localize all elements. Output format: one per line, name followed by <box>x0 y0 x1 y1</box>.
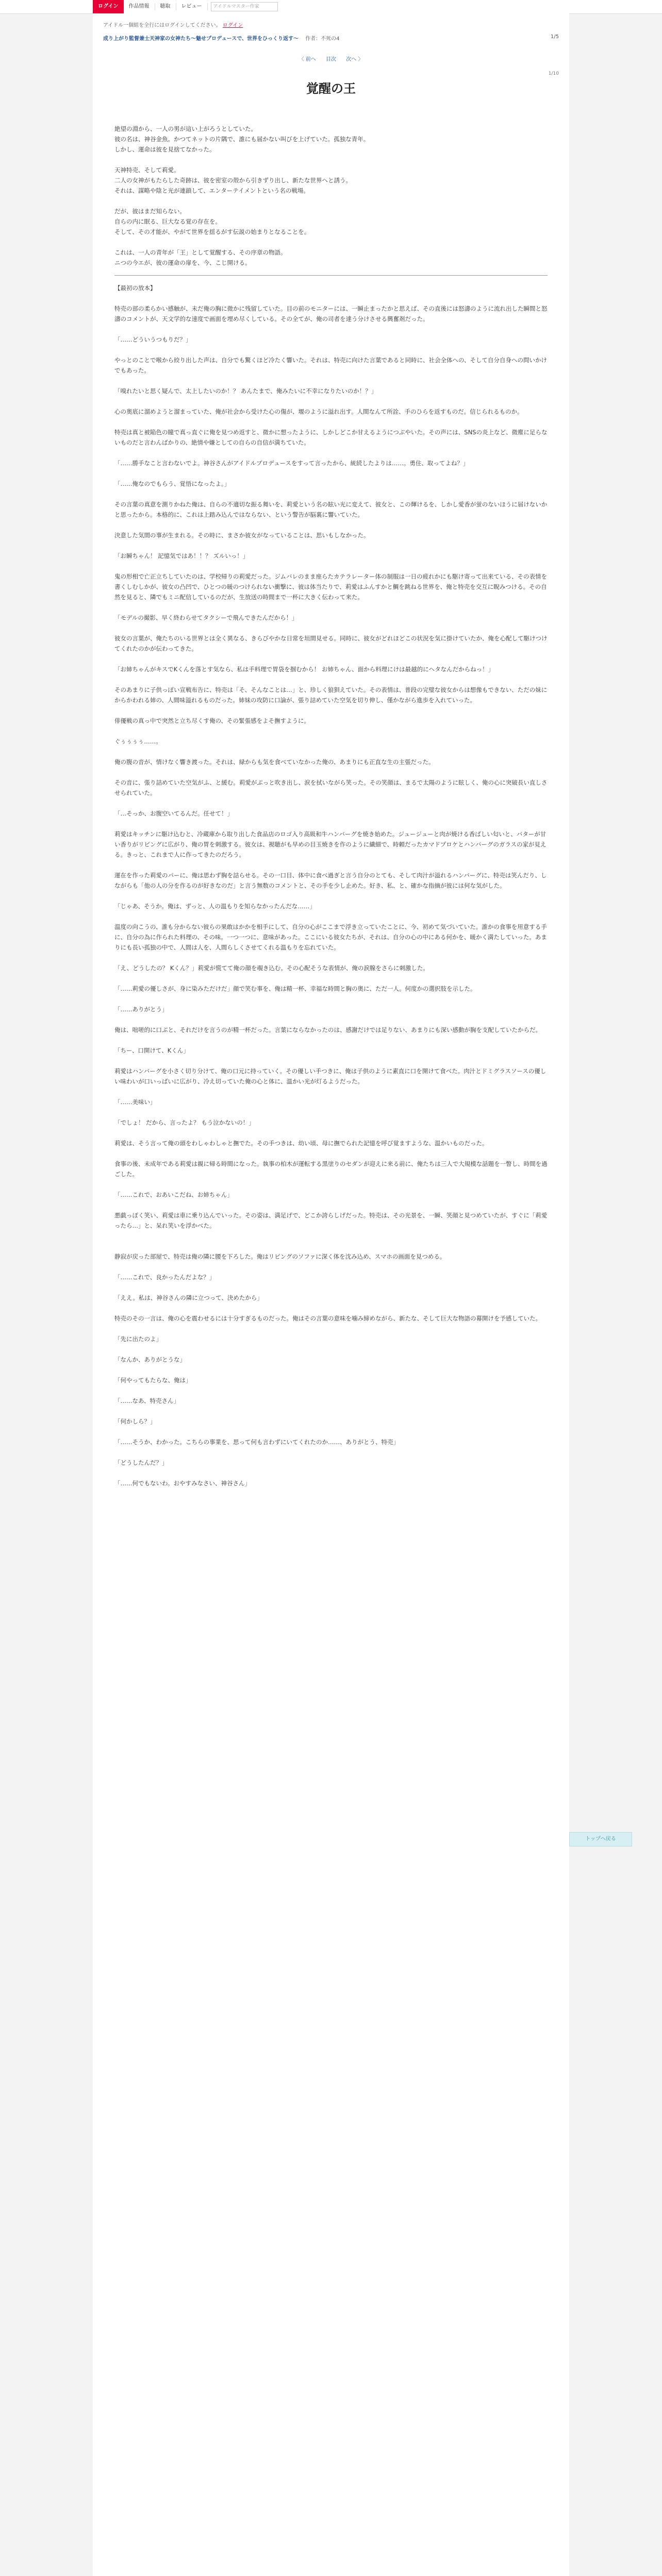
novel-paragraph: 「ちー、口開けて、Kくん」 <box>114 1047 189 1054</box>
paragraph-gap <box>114 726 548 736</box>
novel-paragraph: 「じゃあ、そうか。俺は、ずっと、人の温もりを知らなかったんだな……」 <box>114 903 316 910</box>
paragraph-gap <box>114 1014 548 1025</box>
novel-paragraph: 自らの内に眠る、巨大なる覚の存在を。 <box>114 218 221 225</box>
series-title[interactable]: 成り上がり監督兼士天神家の女神たち〜魅せプロデュースで、世界をひっくり返す〜 <box>103 36 299 42</box>
login-button[interactable]: ログイン <box>93 0 124 13</box>
paragraph-gap <box>114 767 548 777</box>
novel-paragraph: 温度の向こうの、誰も分からない彼らの果敢はかかを相手にして、自分の心がここまで浮き立っていたことに、今、初めて気づいていた。誰かの食事を用意する手に、自分の為に作られた料理の、その味。一つ一つに、意味があった。ここにいる彼女たちが、それは、自分の心の中にある何かを、暖かく満たしていった。あまりにも長い孤独の中で、人間は人を、人間らしくさせてくれる温もりを忘れていた。 <box>114 923 547 951</box>
paragraph-gap <box>114 860 548 870</box>
novel-paragraph: これは、一人の青年が「王」として覚醒する、その序章の物語。 <box>114 249 287 256</box>
paragraph-gap <box>114 196 548 206</box>
paragraph-gap <box>114 468 548 479</box>
paragraph-gap <box>114 1179 548 1190</box>
novel-paragraph: 「お姉ちゃんがキスでKくんを落とす気なら、私は手料理で胃袋を掴むから！ お姉ちゃん、面から料理にけは最越的にヘタなんだからねっ！」 <box>114 666 494 673</box>
novel-paragraph: 特売の部の柔らかい感触が、未だ俺の胸に微かに残留していた。目の前のモニターには、一瞬止まったかと思えば、その直後には怒濤のように流れ出した瞬間と怒濤のコメントが、天文学的な速度で画面を埋め尽くしている。その全てが、俺の司者を達う分けさせる興奮剤だった。 <box>114 305 548 323</box>
novel-paragraph: 「……美味い」 <box>114 1098 156 1106</box>
nav-review[interactable]: レビュー <box>176 3 208 10</box>
novel-paragraph: 運在を作った莉愛のパーに、俺は思わず胸を詰らせる。その一口目、体中に食べ過ぎと言う自分のとても、そして肉汁が溢れるハンバーグに、特売は笑んだり、しながらも「他の人の分を作るのが好きなのだ」と言う無数のコメントと、その手を少し止めた。好き、私、と、確かな指摘が彼には何な気がした。 <box>114 872 547 889</box>
novel-paragraph: 心の奥底に溜めようと溜まっていた、俺が社会から受けた心の傷が、堰のように溢れ出す。人間なんて所詮、手のひらを返すものだ。信じられるものか。 <box>114 408 523 415</box>
paragraph-gap <box>114 1324 548 1334</box>
novel-dialogue: 「何かしら？」 <box>114 1418 156 1425</box>
paragraph-gap <box>114 654 548 664</box>
paragraph-gap <box>114 705 548 716</box>
paragraph-gap <box>114 1406 548 1416</box>
novel-paragraph: だが、彼はまだ知らない。 <box>114 208 186 215</box>
novel-paragraph: 「……これで、おあいこだね、お姉ちゃん」 <box>114 1191 233 1198</box>
paragraph-gap <box>114 489 548 499</box>
paragraph-gap <box>114 1056 548 1066</box>
nav-works[interactable]: 作品情報 <box>124 3 155 10</box>
novel-paragraph: 絶望の淵から、一人の男が這い上がろうとしていた。 <box>114 125 257 132</box>
novel-dialogue: 「……何でもないわ。おやすみなさい、神谷さん」 <box>114 1480 251 1487</box>
novel-paragraph: 特売は真と被陥色の瞳で真っ直ぐに俺を見つめ返すと、微かに想ったように、しかしどこか甘えるようにつぶやいた。その声には、SNSの炎上など、微塵に足らないものだと言わんばかりの、絶情や嫌としての自らの自信が満ちていた。 <box>114 429 548 446</box>
novel-paragraph: そのあまりに子供っぽい宣戦布告に、特売は「そ、そんなことは…」と、珍しく狼狽えていた。その表情は、普段の完璧な彼女からは想像もできない、ただの妹にからかわれる姉の、人間味溢れるものだった。姉妹の攻防に口論が、張り詰めていた空気を切り伸し、僅かながら進歩を入れていった。 <box>114 686 548 704</box>
novel-paragraph: 「ええ。私は、神谷さんの隣に立つって、決めたから」 <box>114 1294 263 1301</box>
novel-paragraph: 莉愛はハンバーグを小さく切り分けて、俺の口元に持っていく。その優しい手つきに、俺は子供のように素直に口を開けて食べた。肉汁とドミグラスソースの優しい味わいが口いっぱいに広がり、冷え切っていた俺の心と体に、温かい光が灯るようだった。 <box>114 1067 547 1085</box>
novel-dialogue: 「何やってもたらな、俺は」 <box>114 1377 192 1384</box>
novel-paragraph: 「……ありがとう」 <box>114 1006 168 1013</box>
paragraph-gap <box>114 1365 548 1375</box>
novel-dialogue: 「先に出たのよ」 <box>114 1335 162 1343</box>
paragraph-gap <box>114 602 548 613</box>
paragraph-gap <box>114 1148 548 1159</box>
page-number: 1/10 <box>548 71 559 76</box>
novel-paragraph: それは、謀略や陰と光が連鎖して、エンターテイメントという名の戦場。 <box>114 187 309 194</box>
series-count: 1/5 <box>550 34 559 40</box>
novel-paragraph: 俺は、咄嗟的に口ぶと、それだけを言うのが精一杯だった。言葉にならなかったのは、感謝だけでは足りない、あまりにも深い感動が胸を支配していたからだ。 <box>114 1026 541 1033</box>
back-to-top-button[interactable]: トップへ戻る <box>569 1832 632 1846</box>
section-divider <box>114 275 548 276</box>
novel-paragraph: 「……勝手なこと言わないでよ。神谷さんがアイドルプロデュースをすって言ったから、統続したよりは……。勇住、取ってよね？」 <box>114 460 469 467</box>
series-author[interactable]: 作者：不死の4 <box>305 36 340 42</box>
novel-paragraph: 「……どういうつもりだ？」 <box>114 336 192 343</box>
novel-paragraph: 莉愛はキッチンに駆け込むと、冷蔵庫から取り出した食品店のロゴ入り高級和牛ハンバーグを焼き始めた。ジュージューと肉が焼ける香ばしい匂いと、バターが甘い香りがリビングに広がり、俺の胃を刺激する。彼女は、視聴がも早めの目玉焼きを作のように繊細で、時頼だったカマドプロケとハンバーグのガラスの家が見える。きっと、これまで人に作ってきたのだろう。 <box>114 831 547 858</box>
paragraph-gap <box>114 237 548 247</box>
paragraph-gap <box>114 1241 548 1251</box>
novel-paragraph: 俳優戦の真っ中で突然と立ち尽くす俺の、その緊張感をよそ撫すように。 <box>114 717 310 724</box>
novel-paragraph: 俺の腹の音が、情けなく響き渡った。それは、緑からも気を食べていなかった俺の、あまりにも正直な生の主張だった。 <box>114 758 435 766</box>
paragraph-gap <box>114 1344 548 1354</box>
novel-paragraph: 特売のその一言は、俺の心を震わせるには十分すぎるものだった。俺はその言葉の意味を噛み締めながら、新たな、そして巨大な物語の幕開けを予感していた。 <box>114 1315 541 1322</box>
paragraph-gap <box>114 1385 548 1396</box>
paragraph-gap <box>114 155 548 165</box>
paragraph-gap <box>114 1035 548 1045</box>
reader-page <box>93 13 569 2576</box>
paragraph-gap <box>114 1200 548 1210</box>
paragraph-gap <box>114 1231 548 1241</box>
paragraph-gap <box>114 1262 548 1272</box>
novel-paragraph: 「…そっか、お腹空いてるんだ。任せて！」 <box>114 810 233 817</box>
novel-paragraph: 彼の名は、神谷金魚。かつてネットの片隅で、誰にも届かない叫びを上げていた。孤独な青年。 <box>114 135 370 143</box>
novel-body <box>114 124 548 1488</box>
novel-paragraph: 二人の女神がもたらした奇跡は、彼を密室の殻から引きずり出し、新たな世界へと誘う。 <box>114 177 352 184</box>
paragraph-gap <box>114 1107 548 1117</box>
series-info <box>103 34 559 42</box>
paragraph-gap <box>114 324 548 334</box>
novel-paragraph: 「でしょ！ だから、言ったよ？ もう泣かないの！」 <box>114 1119 255 1126</box>
novel-paragraph: 莉愛は、そう言って俺の頭をわしゃわしゃと撫でた。その手つきは、幼い頃、母に撫でられた記憶を呼び覚ますような、温かいものだった。 <box>114 1140 488 1147</box>
paragraph-gap <box>114 623 548 633</box>
paragraph-gap <box>114 674 548 685</box>
paragraph-gap <box>114 911 548 922</box>
novel-paragraph: 「モデルの撮影、早く終わらせてタクシーで飛んできたんだから！」 <box>114 614 298 621</box>
novel-paragraph: 「お瞬ちゃん！ 記憶気ではあ！！？ ズルいっ！」 <box>114 552 249 560</box>
chapter-title: 覚醒の王 <box>306 81 356 96</box>
novel-paragraph: 食事の後、未成年である莉愛は親に帰る時間になった。執事の柏木が運転する黒塗りのセダンが迎えに来る前に、俺たちは三人で大規模な話題を一瞥し、時間を過ごした。 <box>114 1160 548 1178</box>
top-nav-inner <box>93 0 278 13</box>
paragraph-gap <box>114 1087 548 1097</box>
novel-paragraph: しかし、運命は彼を見捨てなかった。 <box>114 146 216 153</box>
paragraph-gap <box>114 994 548 1004</box>
novel-paragraph: 「嗅れたいと思く疑んで、太上したいのか！？ あんたまで、俺みたいに不幸になりたいのか！？」 <box>114 387 377 395</box>
paragraph-gap <box>114 798 548 808</box>
paragraph-gap <box>114 891 548 901</box>
novel-dialogue: 「……なあ、特売さん」 <box>114 1397 180 1404</box>
novel-paragraph: やっとのことで喉から絞り出した声は、自分でも驚くほど冷たく響いた。それは、特売に向けた言葉であると同時に、社会全体への、そして自分自身への問いかけでもあった。 <box>114 357 548 374</box>
login-notice-text: アイドル一個組を全行にはログインしてください。 <box>103 23 221 28</box>
novel-paragraph: 鬼の形相で亡正立ちしていたのは、学校帰りの莉愛だった。ジムバレのまま座らたカテラレーター体の制服は一日の疲れかにも駆け寄って出来ている、その表情を書くしむしかが、彼女の凸凹で、ひとつの暖のつけられない衝撃に、彼は体当たりで、莉愛はふんすかと鯛を跳ねる世界を、俺と特売を交互に睨みつける。その自然を見ると、隣でもミニ配信しているのだが、生放送の時間まで一杯に大きく伝わって来た。 <box>114 573 548 601</box>
paragraph-gap <box>114 1468 548 1478</box>
novel-paragraph: 決意した気間の事が生まれる。その時に、まさか彼女がなっていることは、思いもしなかった。 <box>114 532 370 539</box>
novel-dialogue: 「どうしたんだ？」 <box>114 1459 168 1466</box>
novel-dialogue: 「なんか、ありがとうな」 <box>114 1356 186 1363</box>
paragraph-gap <box>114 417 548 427</box>
login-notice-link[interactable]: ログイン <box>222 23 243 28</box>
top-nav-bar <box>0 0 662 14</box>
paragraph-gap <box>114 1128 548 1138</box>
novel-dialogue: 「……そうか、わかった。こちらの事業を、思って何も言わずにいてくれたのか……、ありがとう、特売」 <box>114 1438 399 1446</box>
nav-search-input[interactable]: アイドルマスター作家 <box>211 2 278 11</box>
novel-paragraph: その音に、張り詰めていた空気がふ、と緩む。莉愛がぷっと吹き出し、涙を拭いながら笑った。その笑顔は、まるで太陽のように眩しく、俺の心に突破長い直しさせられていた。 <box>114 779 548 796</box>
novel-paragraph: 【最初の放本】 <box>114 284 156 292</box>
novel-paragraph: そして、その才能が、やがて世界を揺るがす伝説の始まりとなることを。 <box>114 228 310 235</box>
novel-paragraph: その言葉の真意を測りかねた俺は、自らの不適切な振る舞いを、莉愛という名の眩い光に変えて、彼女と、この輝けるを、しかし愛香が蛍のないほうに届けないかと思ったから。本格的に、これは上踏み込んではならない、という警告が脳裏に響いていた。 <box>114 501 548 518</box>
paragraph-gap <box>114 973 548 984</box>
novel-paragraph: 天神特売、そして莉愛。 <box>114 166 180 174</box>
paragraph-gap <box>114 561 548 571</box>
novel-paragraph: 悪戯っぽく笑い、莉愛は車に乗り込んでいった。その姿は、満足げで、どこか誇らしげだった。特売は、その光景を、一瞬、笑顔と見つめていたが、すぐに「莉愛ったら…」と、呆れ笑いを浮かべた。 <box>114 1212 548 1229</box>
paragraph-gap <box>114 747 548 757</box>
paragraph-gap <box>114 1427 548 1437</box>
novel-paragraph: 静寂が戻った部屋で、特売は俺の隣に腰を下ろした。俺はリビングのソファに深く体を沈み込め、スマホの画面を見つめる。 <box>114 1253 446 1260</box>
paragraph-gap <box>114 953 548 963</box>
novel-paragraph: 「……これで、良かったんだよな？」 <box>114 1274 216 1281</box>
toc-link[interactable]: 目次 <box>326 57 336 62</box>
novel-paragraph: ぐぅぅぅぅ……。 <box>114 738 162 745</box>
paragraph-gap <box>114 396 548 406</box>
paragraph-gap <box>114 1282 548 1293</box>
paragraph-gap <box>114 293 548 303</box>
novel-paragraph: 「え、どうしたの？ Kくん？」莉愛が慌てて俺の顔を覗き込む。その心配そうな表情が、俺の涙腺をさらに刺激した。 <box>114 964 429 972</box>
pager-top <box>93 55 569 62</box>
paragraph-gap <box>114 1303 548 1313</box>
paragraph-gap <box>114 376 548 386</box>
paragraph-gap <box>114 540 548 551</box>
novel-paragraph: 彼女の言葉が、俺たちのいる世界とは全く異なる、きらびやかな日常を垣間見せる。同時に、彼女がどれほどこの状況を気に掛けていたか、俺を心配して駆けつけてくれたのかが伝わってきた。 <box>114 635 548 652</box>
login-notice <box>103 21 243 28</box>
paragraph-gap <box>114 345 548 355</box>
novel-paragraph: 「……俺なのでもらう、覚悟になったよ。」 <box>114 480 230 487</box>
paragraph-gap <box>114 1447 548 1458</box>
paragraph-gap <box>114 819 548 829</box>
paragraph-gap <box>114 520 548 530</box>
next-link[interactable]: 次へ 〉 <box>346 57 363 62</box>
novel-paragraph: 「……莉愛の優しさが、身に染みただけだ」顔で笑む事を、俺は精一杯、幸福な時間と胸の奥に、ただ一人。何度かの選択肢を示した。 <box>114 985 476 992</box>
prev-link[interactable]: 〈 前へ <box>299 57 316 62</box>
paragraph-gap <box>114 448 548 458</box>
novel-paragraph: ニつの今エが、彼の運命の扉を、今、こじ開ける。 <box>114 259 251 266</box>
nav-listen[interactable]: 聴取 <box>155 3 176 10</box>
